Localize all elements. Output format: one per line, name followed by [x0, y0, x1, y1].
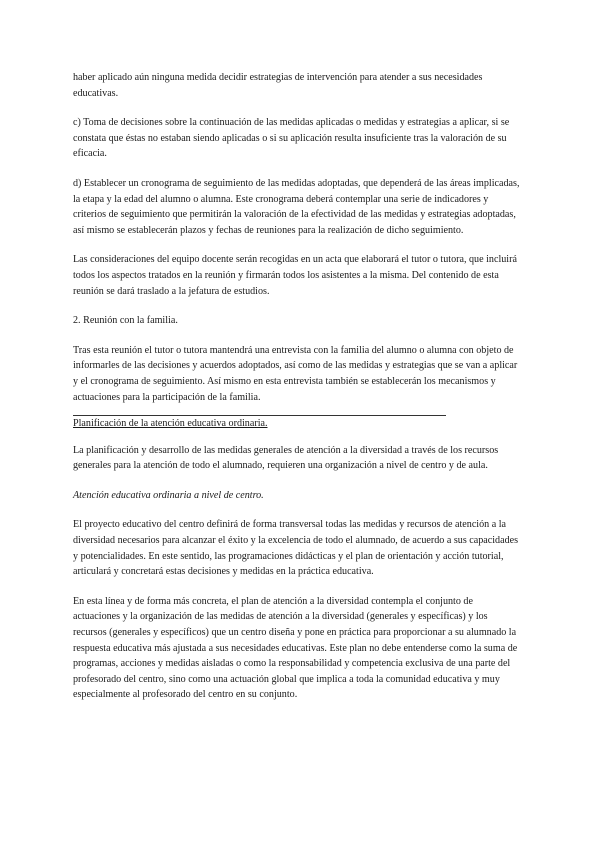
paragraph-intro: La planificación y desarrollo de las medidas generales de atención a la diversidad a través de los recursos generales para la atención de todo el alumnado, requieren una organización a nivel de centro y de aula.	[73, 444, 499, 472]
paragraph-item-d: d) Establecer un cronograma de seguimiento de las medidas adoptadas, que dependerá de las áreas implicadas, la etapa y la edad del alumno o alumna. Este cronograma deberá contemplar una serie de indicadores y criterios de seguimiento que permitirán la valoración de la efectividad de las medidas y estrategias adoptadas, así mismo se establecerán plazos y fechas de reuniones para la realización de dicho seguimiento.	[73, 177, 520, 236]
paragraph-acta: Las consideraciones del equipo docente serán recogidas en un acta que elaborará el tutor o tutora, que incluirá todos los aspectos tratados en la reunión y firmarán todos los asistentes a la misma. Del contenido de esta reunión se dará traslado a la jefatura de estudios.	[73, 254, 517, 297]
section-heading: Planificación de la atención educativa ordinaria.	[73, 418, 268, 430]
paragraph-continuation: haber aplicado aún ninguna medida decidir estrategias de intervención para atender a sus necesidades educativas.	[73, 72, 483, 99]
paragraph-proyecto-educativo: El proyecto educativo del centro definirá de forma transversal todas las medidas y recursos de atención a la diversidad necesarios para alcanzar el éxito y la excelencia de todo el alumnado, de acuerdo a sus capacidades y potencialidades. En este sentido, las programaciones didácticas y el plan de orientación y acción tutorial, articulará y concretará estas decisiones y medidas en la práctica educativa.	[73, 519, 519, 578]
subheading-centro: Atención educativa ordinaria a nivel de centro.	[73, 489, 264, 501]
paragraph-item-c: c) Toma de decisiones sobre la continuación de las medidas aplicadas o medidas y estrategias a aplicar, si se constata que éstas no estaban siendo aplicadas o si su aplicación resulta insuficiente tras la valoración de su eficacia.	[73, 117, 510, 160]
paragraph-family-meeting: Tras esta reunión el tutor o tutora mantendrá una entrevista con la familia del alumno o alumna con objeto de informarles de las decisiones y acuerdos adoptados, así como de las medidas y estrategias que se van a aplicar y el cronograma de seguimiento. Así mismo en esta entrevista también se establecerán los mecanismos y actuaciones para la participación de la familia.	[73, 344, 518, 403]
section-family-meeting-title: 2. Reunión con la familia.	[73, 315, 178, 327]
paragraph-plan-atencion: En esta línea y de forma más concreta, el plan de atención a la diversidad contempla el conjunto de actuaciones y la organización de las medidas de atención a la diversidad (generales y específicas) y los recursos (generales y específicos) que un centro diseña y pone en práctica para proporcionar a su alumnado la respuesta educativa más ajustada a sus necesidades educativas. Este plan no debe entenderse como la suma de programas, acciones y medidas aisladas o como la responsabilidad y competencia exclusiva de una parte del profesorado del centro, sino como una actuación global que implica a toda la comunidad educativa y muy especialmente al profesorado del centro en su conjunto.	[73, 595, 518, 701]
